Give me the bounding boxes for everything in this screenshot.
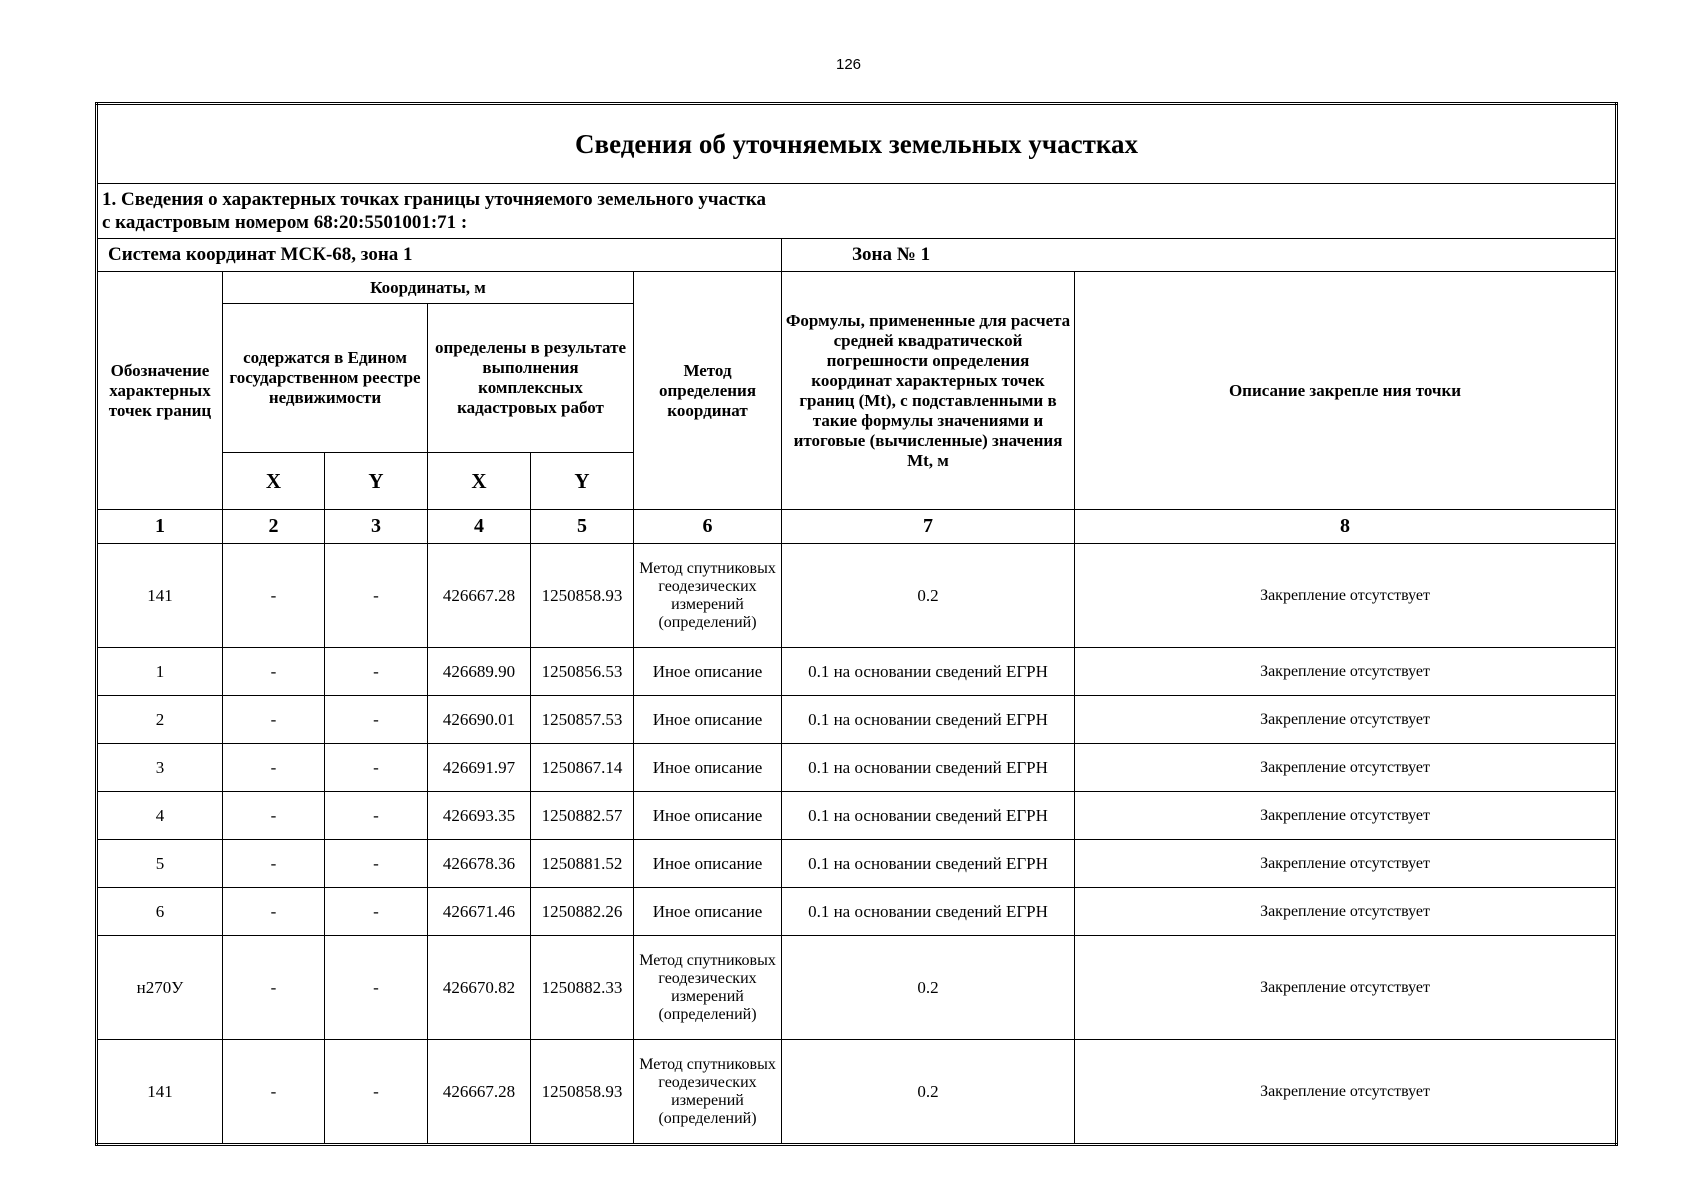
column-number: 5: [531, 510, 634, 544]
header-method: Метод определения координат: [634, 272, 782, 510]
fixing-description: Закрепление отсутствует: [1075, 744, 1617, 792]
x-registry: -: [223, 936, 325, 1040]
x-registry: -: [223, 888, 325, 936]
table-row: [97, 792, 1617, 840]
column-number: 7: [782, 510, 1075, 544]
fixing-description: Закрепление отсутствует: [1075, 792, 1617, 840]
table-row: [97, 696, 1617, 744]
header-coordinates: Координаты, м: [223, 272, 634, 304]
x-registry: -: [223, 792, 325, 840]
mt-value: 0.2: [782, 936, 1075, 1040]
x-coordinate: 426693.35: [428, 792, 531, 840]
y-registry: -: [325, 1040, 428, 1145]
x-coordinate: 426667.28: [428, 544, 531, 648]
mt-value: 0.1 на основании сведений ЕГРН: [782, 792, 1075, 840]
table-row: [97, 888, 1617, 936]
table-body: [97, 104, 1617, 1145]
y-coordinate: 1250882.26: [531, 888, 634, 936]
y-registry: -: [325, 744, 428, 792]
header-x-determined: X: [428, 453, 531, 510]
column-numbers-row: [97, 510, 1617, 544]
point-id: 2: [97, 696, 223, 744]
method: Иное описание: [634, 744, 782, 792]
y-registry: -: [325, 936, 428, 1040]
y-coordinate: 1250867.14: [531, 744, 634, 792]
y-coordinate: 1250858.93: [531, 1040, 634, 1145]
x-registry: -: [223, 696, 325, 744]
fixing-description: Закрепление отсутствует: [1075, 544, 1617, 648]
column-number: 2: [223, 510, 325, 544]
x-registry: -: [223, 840, 325, 888]
table-row: [97, 1040, 1617, 1145]
zone-text: Зона № 1: [852, 244, 931, 265]
x-coordinate: 426691.97: [428, 744, 531, 792]
table-row: [97, 544, 1617, 648]
y-coordinate: 1250856.53: [531, 648, 634, 696]
y-registry: -: [325, 840, 428, 888]
x-registry: -: [223, 544, 325, 648]
y-coordinate: 1250857.53: [531, 696, 634, 744]
header-in-registry: содержатся в Едином государственном реестре недвижимости: [223, 304, 428, 453]
header-description: Описание закрепле ния точки: [1075, 272, 1617, 510]
point-id: 1: [97, 648, 223, 696]
land-plot-table: [95, 102, 1618, 1146]
page-number: 126: [835, 56, 862, 73]
mt-value: 0.2: [782, 1040, 1075, 1145]
x-coordinate: 426678.36: [428, 840, 531, 888]
x-registry: -: [223, 744, 325, 792]
y-coordinate: 1250858.93: [531, 544, 634, 648]
fixing-description: Закрепление отсутствует: [1075, 888, 1617, 936]
y-coordinate: 1250882.33: [531, 936, 634, 1040]
x-registry: -: [223, 648, 325, 696]
method: Метод спутниковых геодезических измерений (определений): [634, 936, 782, 1040]
mt-value: 0.1 на основании сведений ЕГРН: [782, 840, 1075, 888]
header-x-registry: X: [223, 453, 325, 510]
point-id: 3: [97, 744, 223, 792]
zone-label: [782, 239, 1617, 272]
x-coordinate: 426670.82: [428, 936, 531, 1040]
x-coordinate: 426671.46: [428, 888, 531, 936]
y-registry: -: [325, 792, 428, 840]
mt-value: 0.1 на основании сведений ЕГРН: [782, 888, 1075, 936]
mt-value: 0.1 на основании сведений ЕГРН: [782, 696, 1075, 744]
fixing-description: Закрепление отсутствует: [1075, 696, 1617, 744]
table-row: [97, 936, 1617, 1040]
method: Иное описание: [634, 888, 782, 936]
y-registry: -: [325, 544, 428, 648]
table-row: [97, 744, 1617, 792]
point-id: 141: [97, 1040, 223, 1145]
header-y-determined: Y: [531, 453, 634, 510]
point-id: н270У: [97, 936, 223, 1040]
y-registry: -: [325, 696, 428, 744]
mt-value: 0.1 на основании сведений ЕГРН: [782, 744, 1075, 792]
section-heading-line-2: с кадастровым номером 68:20:5501001:71 :: [102, 212, 468, 233]
method: Иное описание: [634, 792, 782, 840]
table-row: [97, 648, 1617, 696]
header-y-registry: Y: [325, 453, 428, 510]
fixing-description: Закрепление отсутствует: [1075, 1040, 1617, 1145]
method: Иное описание: [634, 696, 782, 744]
x-coordinate: 426689.90: [428, 648, 531, 696]
section-heading-line-1: 1. Сведения о характерных точках границы уточняемого земельного участка: [102, 189, 767, 210]
method: Метод спутниковых геодезических измерений (определений): [634, 1040, 782, 1145]
table-row: [97, 840, 1617, 888]
fixing-description: Закрепление отсутствует: [1075, 648, 1617, 696]
mt-value: 0.2: [782, 544, 1075, 648]
fixing-description: Закрепление отсутствует: [1075, 936, 1617, 1040]
column-number: 4: [428, 510, 531, 544]
mt-value: 0.1 на основании сведений ЕГРН: [782, 648, 1075, 696]
column-number: 6: [634, 510, 782, 544]
point-id: 4: [97, 792, 223, 840]
y-coordinate: 1250881.52: [531, 840, 634, 888]
x-coordinate: 426690.01: [428, 696, 531, 744]
y-registry: -: [325, 648, 428, 696]
section-heading: [97, 184, 1617, 239]
header-determined: определены в результате выполнения комплексных кадастровых работ: [428, 304, 634, 453]
y-registry: -: [325, 888, 428, 936]
method: Метод спутниковых геодезических измерений (определений): [634, 544, 782, 648]
column-number: 1: [97, 510, 223, 544]
x-coordinate: 426667.28: [428, 1040, 531, 1145]
point-id: 141: [97, 544, 223, 648]
y-coordinate: 1250882.57: [531, 792, 634, 840]
x-registry: -: [223, 1040, 325, 1145]
point-id: 6: [97, 888, 223, 936]
header-formulas: Формулы, примененные для расчета средней квадратической погрешности определения координат характерных точек границ (Mt), с подставленными в такие формулы значениями и итоговые (вычисленные) значения Mt, м: [782, 272, 1075, 510]
method: Иное описание: [634, 840, 782, 888]
point-id: 5: [97, 840, 223, 888]
document-title: Сведения об уточняемых земельных участках: [97, 104, 1617, 184]
method: Иное описание: [634, 648, 782, 696]
coordinate-system: Система координат МСК-68, зона 1: [97, 239, 782, 272]
column-number: 8: [1075, 510, 1617, 544]
column-number: 3: [325, 510, 428, 544]
fixing-description: Закрепление отсутствует: [1075, 840, 1617, 888]
header-point-designation: Обозначение характерных точек границ: [97, 272, 223, 510]
